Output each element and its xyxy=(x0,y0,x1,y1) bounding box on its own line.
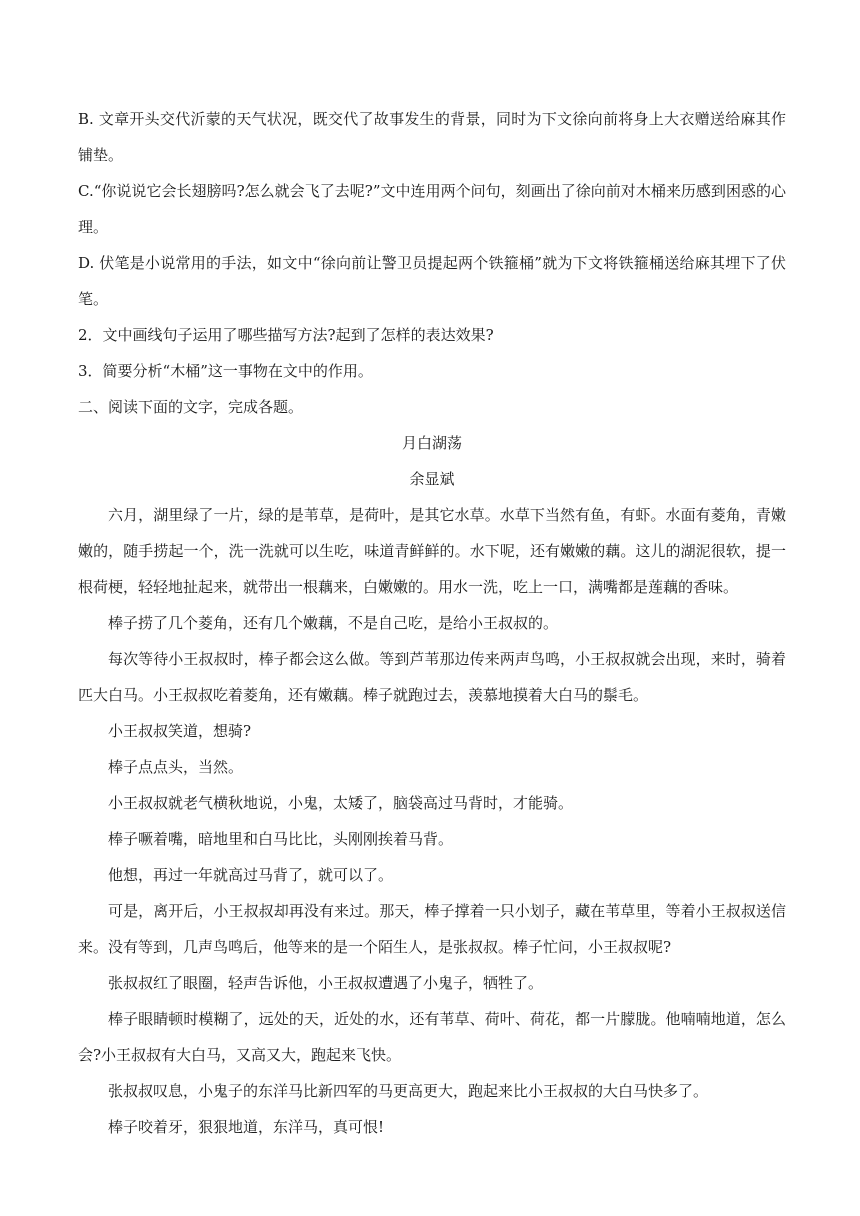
question-2: 2．文中画线句子运用了哪些描写方法?起到了怎样的表达效果? xyxy=(78,326,494,344)
story-paragraph: 他想，再过一年就高过马背了，就可以了。 xyxy=(108,866,394,884)
option-d: D. 伏笔是小说常用的手法，如文中“徐向前让警卫员提起两个铁箍桶”就为下文将铁箍桶送给麻其埋下了伏笔。 xyxy=(78,254,786,308)
question-3: 3．简要分析“木桶”这一事物在文中的作用。 xyxy=(78,362,373,380)
story-paragraph: 棒子咬着牙，狠狠地道，东洋马，真可恨! xyxy=(108,1118,385,1136)
story-paragraph: 小王叔叔笑道，想骑? xyxy=(108,722,252,740)
story-author: 余显斌 xyxy=(409,470,455,488)
story-paragraph: 棒子捞了几个菱角，还有几个嫩藕，不是自己吃，是给小王叔叔的。 xyxy=(108,614,559,632)
option-c: C.“你说说它会长翅膀吗?怎么就会飞了去呢?”文中连用两个问句，刻画出了徐向前对木桶来历感到困惑的心理。 xyxy=(78,182,786,236)
story-paragraph: 六月，湖里绿了一片，绿的是苇草，是荷叶，是其它水草。水草下当然有鱼，有虾。水面有菱角，青嫩嫩的，随手捞起一个，洗一洗就可以生吃，味道青鲜鲜的。水下呢，还有嫩嫩的藕。这儿的湖泥很软，提一根荷梗，轻轻地扯起来，就带出一根藕来，白嫩嫩的。用水一洗，吃上一口，满嘴都是莲藕的香味。 xyxy=(78,506,786,596)
story-paragraph: 每次等待小王叔叔时，棒子都会这么做。等到芦苇那边传来两声鸟鸣，小王叔叔就会出现，来时，骑着匹大白马。小王叔叔吃着菱角，还有嫩藕。棒子就跑过去，羡慕地摸着大白马的鬃毛。 xyxy=(78,650,786,704)
story-paragraph: 可是，离开后，小王叔叔却再没有来过。那天，棒子撑着一只小划子，藏在苇草里，等着小王叔叔送信来。没有等到，几声鸟鸣后，他等来的是一个陌生人，是张叔叔。棒子忙问，小王叔叔呢? xyxy=(78,902,786,956)
story-paragraph: 棒子眼睛顿时模糊了，远处的天，近处的水，还有苇草、荷叶、荷花，都一片朦胧。他喃喃地道，怎么会?小王叔叔有大白马，又高又大，跑起来飞快。 xyxy=(78,1010,786,1064)
story-paragraph: 小王叔叔就老气横秋地说，小鬼，太矮了，脑袋高过马背时，才能骑。 xyxy=(108,794,574,812)
section-heading: 二、阅读下面的文字，完成各题。 xyxy=(78,398,304,416)
story-title: 月白湖荡 xyxy=(401,434,462,452)
option-b: B. 文章开头交代沂蒙的天气状况，既交代了故事发生的背景，同时为下文徐向前将身上大衣赠送给麻其作铺垫。 xyxy=(78,110,786,164)
story-paragraph: 张叔叔叹息，小鬼子的东洋马比新四军的马更高更大，跑起来比小王叔叔的大白马快多了。 xyxy=(108,1082,709,1100)
document-page xyxy=(78,101,786,1145)
story-paragraph: 棒子噘着嘴，暗地里和白马比比，头刚刚挨着马背。 xyxy=(108,830,454,848)
story-paragraph: 张叔叔红了眼圈，轻声告诉他，小王叔叔遭遇了小鬼子，牺牲了。 xyxy=(108,974,544,992)
story-paragraph: 棒子点点头，当然。 xyxy=(108,758,244,776)
